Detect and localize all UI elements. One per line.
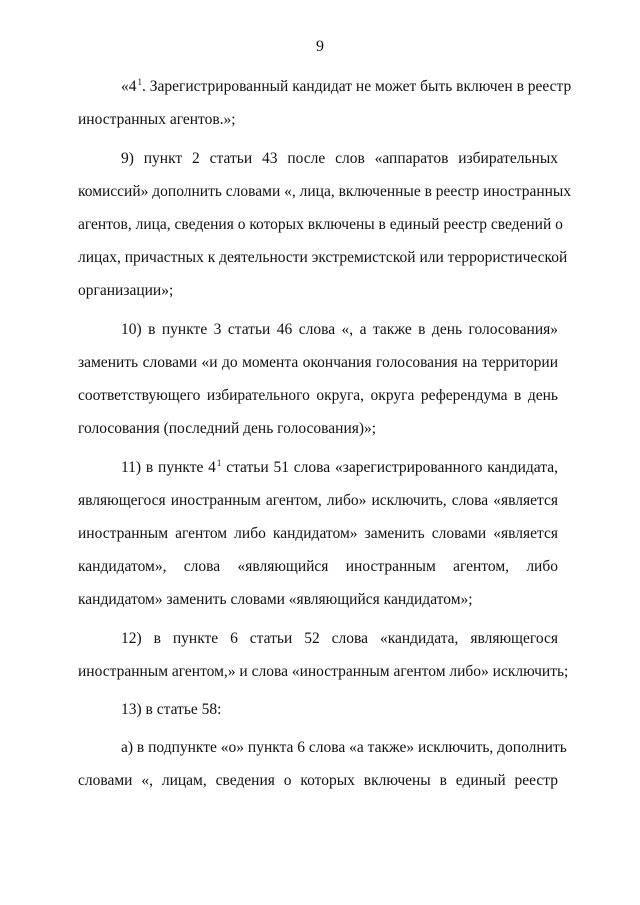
text-line: а) в подпункте «о» пункта 6 слова «а также» исключить, дополнить (121, 739, 567, 756)
text-line: 10) в пункте 3 статьи 46 слова «, а также в день голосования» (121, 321, 558, 338)
text-line: 12) в пункте 6 статьи 52 слова «кандидата, являющегося (121, 630, 558, 647)
text-line: комиссий» дополнить словами «, лица, включенные в реестр иностранных (78, 183, 572, 200)
text-line: агентов, лица, сведения о которых включены в единый реестр сведений о (78, 216, 563, 233)
text-line: кандидатом», слова «являющийся иностранным агентом, либо (78, 558, 558, 575)
text-line: организации»; (78, 282, 174, 299)
text-line: 13) в статье 58: (121, 701, 222, 718)
text-line: 11) в пункте $4^1$ статьи 51 слова «зарегистрированного кандидата, (121, 458, 558, 476)
text-line: лицах, причастных к деятельности экстремистской или террористической (78, 249, 568, 266)
text-line: иностранным агентом либо кандидатом» заменить словами «является (78, 525, 558, 542)
text-line: 9) пункт 2 статьи 43 после слов «аппаратов избирательных (121, 150, 558, 167)
text-line: голосования (последний день голосования)»; (78, 420, 377, 437)
text-line: иностранных агентов.»; (78, 111, 236, 128)
text-line: иностранным агентом,» и слова «иностранным агентом либо» исключить; (78, 663, 569, 680)
text-line: соответствующего избирательного округа, округа референдума в день (78, 387, 558, 404)
text-line: «$4^1$. Зарегистрированный кандидат не может быть включен в реестр (121, 77, 572, 95)
superscript: 1 (137, 77, 142, 87)
page-number: 9 (316, 38, 324, 55)
text-line: являющегося иностранным агентом, либо» исключить, слова «является (78, 492, 558, 509)
superscript: 1 (216, 458, 222, 468)
text-line: словами «, лицам, сведения о которых включены в единый реестр (78, 772, 558, 789)
text-line: кандидатом» заменить словами «являющийся кандидатом»; (78, 591, 473, 608)
text-line: заменить словами «и до момента окончания голосования на территории (78, 354, 558, 371)
